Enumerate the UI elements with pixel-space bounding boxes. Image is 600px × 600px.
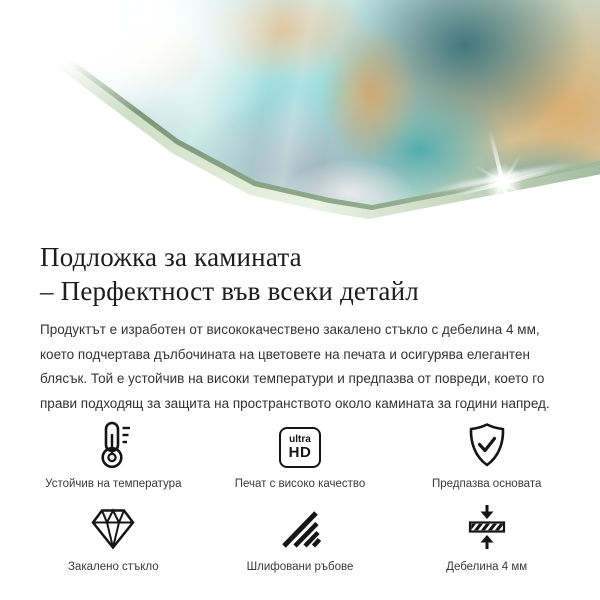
product-photo	[0, 0, 600, 233]
feature-item-tempered-glass	[20, 503, 207, 574]
features-grid	[0, 416, 600, 574]
ultra-hd-icon-text-bottom: HD	[288, 444, 312, 461]
polished-edges-icon	[276, 503, 324, 551]
feature-item-protects-base	[393, 420, 580, 491]
title-line-2: – Перфектност във всеки детайл	[40, 276, 419, 306]
product-description: Продуктът е изработен от висококачествено закалено стъкло с дебелина 4 мм, което подчертава дълбочината на цветовете на печата и осигурява елегантен блясък. Той е устойчив на високи температури и предпазва от повреди, което го прави подходящ за защита на пространството около камината за години напред.	[40, 322, 550, 411]
feature-item-polished-edges	[207, 503, 394, 574]
feature-item-print-quality	[207, 420, 394, 491]
title-line-1: Подложка за камината	[40, 242, 302, 272]
feature-label: Устойчив на температура	[45, 478, 182, 490]
feature-label: Дебелина 4 мм	[446, 561, 528, 573]
feature-label: Печат с високо качество	[234, 478, 366, 490]
feature-item-thickness	[393, 503, 580, 574]
feature-label: Закалено стъкло	[67, 561, 159, 573]
diamond-icon	[89, 503, 137, 551]
feature-item-temperature	[20, 420, 207, 491]
thickness-icon	[463, 503, 511, 551]
page-title	[40, 240, 560, 308]
ultra-hd-icon	[279, 420, 321, 468]
feature-label: Шлифовани ръбове	[246, 561, 354, 573]
shield-check-icon	[463, 420, 511, 468]
feature-label: Предпазва основата	[431, 478, 542, 490]
ultra-hd-icon-text-top: ultra	[289, 434, 311, 445]
thermometer-icon	[90, 420, 136, 468]
